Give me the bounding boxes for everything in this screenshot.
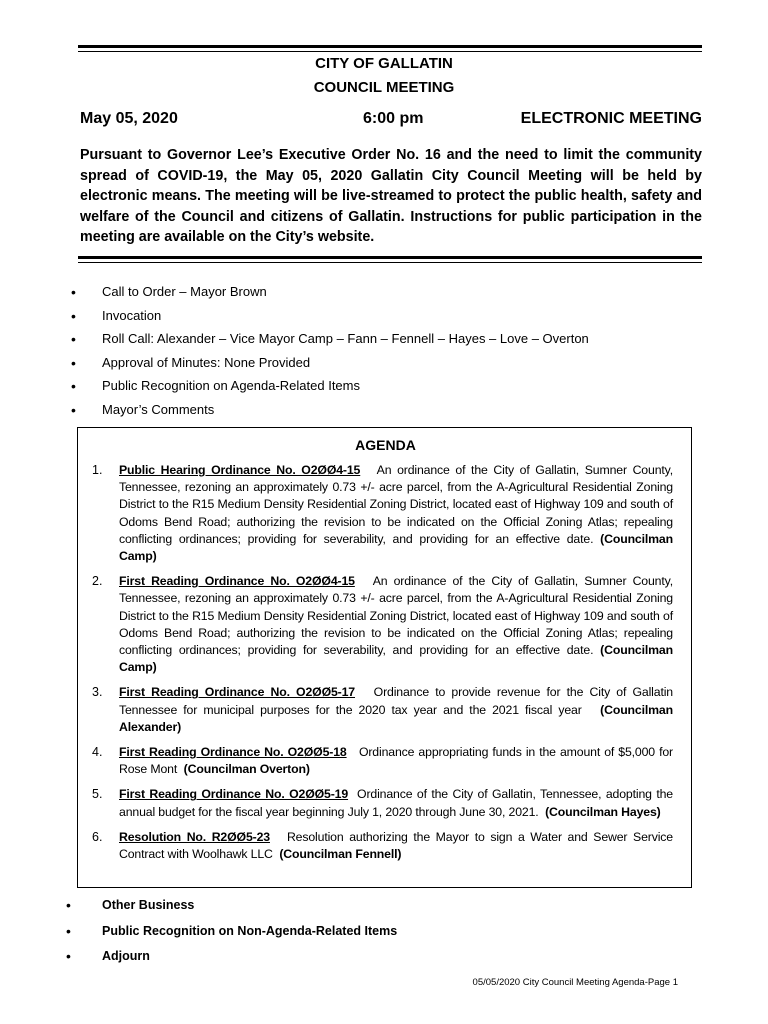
closing-items-list — [0, 897, 768, 974]
list-item — [0, 308, 768, 332]
agenda-item-body — [119, 786, 673, 820]
opening-items-list — [0, 284, 768, 426]
list-item — [0, 355, 768, 379]
list-item — [0, 948, 768, 974]
agenda-item-body — [119, 462, 673, 565]
meeting-date: May 05, 2020 — [80, 110, 178, 127]
list-item — [0, 402, 768, 426]
agenda-item-heading: First Reading Ordinance No. O2ØØ5-19 — [119, 787, 349, 802]
list-item-text: Public Recognition on Non-Agenda-Related Items — [102, 923, 398, 938]
section-rule-thin — [78, 262, 702, 263]
agenda-item-sponsor: (Councilman Alexander) — [119, 702, 673, 734]
bullet-icon: • — [71, 284, 76, 300]
bullet-icon: • — [71, 307, 76, 324]
agenda-item-text: Ordinance to provide revenue for the City of Gallatin Tennessee for municipal purposes for the 2020 tax year and the 2021 fiscal year — [119, 685, 673, 717]
meeting-kind: ELECTRONIC MEETING — [520, 110, 702, 127]
agenda-item-sponsor: (Councilman Hayes) — [545, 804, 661, 819]
agenda-item — [78, 462, 693, 565]
agenda-item-number: 2. — [92, 574, 103, 589]
agenda-item-body — [119, 684, 673, 736]
agenda-item-sponsor: (Councilman Fennell) — [279, 847, 402, 862]
list-item-text: Approval of Minutes: None Provided — [102, 354, 311, 370]
list-item-text: Public Recognition on Agenda-Related Items — [102, 378, 360, 394]
agenda-item-number: 5. — [92, 787, 103, 802]
agenda-item-sponsor: (Councilman Overton) — [183, 762, 310, 777]
meeting-time: 6:00 pm — [363, 110, 424, 127]
list-item-text: Call to Order – Mayor Brown — [102, 284, 267, 299]
bullet-icon: • — [66, 948, 71, 964]
list-item — [0, 378, 768, 402]
agenda-item-text: Ordinance of the City of Gallatin, Tennessee, adopting the annual budget for the fiscal year beginning July 1, 2020 through June 30, 2021. — [119, 787, 673, 819]
list-item — [0, 923, 768, 949]
section-rule-thick — [78, 256, 702, 259]
agenda-item — [78, 744, 693, 778]
agenda-item-text: Ordinance appropriating funds in the amount of $5,000 for Rose Mont — [119, 745, 673, 777]
agenda-item-number: 6. — [92, 829, 103, 844]
agenda-item-heading: First Reading Ordinance No. O2ØØ4-15 — [119, 574, 355, 589]
meeting-title: COUNCIL MEETING — [313, 79, 455, 96]
agenda-item-heading: Resolution No. R2ØØ5-23 — [119, 829, 270, 844]
list-item — [0, 897, 768, 923]
agenda-item-body — [119, 829, 673, 863]
agenda-title: AGENDA — [355, 437, 416, 453]
agenda-item-heading: First Reading Ordinance No. O2ØØ5-18 — [119, 745, 347, 760]
list-item-text: Other Business — [102, 898, 195, 912]
bullet-icon: • — [71, 331, 76, 348]
agenda-item-text: An ordinance of the City of Gallatin, Sumner County, Tennessee, rezoning an approximately 0.73 +/- acre parcel, from the A-Agricultural Residential Zoning District to the R15 Medium Density Residential Zoning District, located east of Highway 109 and south of Odoms Bend Road; authorizing the revision to be indicated on the Official Zoning Atlas; repealing conflicting ordinances; providing for severability, and providing for an effective date. — [119, 463, 673, 546]
agenda-item-text: An ordinance of the City of Gallatin, Sumner County, Tennessee, rezoning an approximately 0.73 +/- acre parcel, from the A-Agricultural Residential Zoning District to the R15 Medium Density Residential Zoning District, located east of Highway 109 and south of Odoms Bend Road; authorizing the revision to be indicated on the Official Zoning Atlas; repealing conflicting ordinances; providing for severability, and providing for an effective date. — [119, 574, 673, 658]
executive-order-notice: Pursuant to Governor Lee’s Executive Order No. 16 and the need to limit the community spread of COVID-19, the May 05, 2020 Gallatin City Council Meeting will be held by electronic means. The meeting will be live-streamed to protect the public health, safety and welfare of the Council and citizens of Gallatin. Instructions for public participation in the meeting are available on the City’s website. — [80, 147, 702, 245]
agenda-item-body — [119, 573, 673, 676]
list-item-text: Mayor’s Comments — [102, 401, 215, 417]
agenda-item-sponsor: (Councilman Camp) — [119, 643, 673, 675]
agenda-item-body — [119, 744, 673, 778]
agenda-item-number: 4. — [92, 745, 103, 760]
agenda-item-number: 3. — [92, 685, 103, 700]
agenda-item — [78, 684, 693, 736]
agenda-box — [77, 427, 692, 888]
page-footer: 05/05/2020 City Council Meeting Agenda-Page 1 — [472, 977, 678, 988]
bullet-icon: • — [71, 401, 76, 418]
top-rule-thin — [78, 51, 702, 52]
agenda-item-heading: First Reading Ordinance No. O2ØØ5-17 — [119, 685, 355, 700]
list-item-text: Invocation — [102, 307, 162, 323]
agenda-item — [78, 573, 693, 676]
agenda-item-heading: Public Hearing Ordinance No. O2ØØ4-15 — [119, 463, 361, 477]
agenda-item — [78, 829, 693, 863]
agenda-item-number: 1. — [92, 463, 103, 477]
list-item-text: Roll Call: Alexander – Vice Mayor Camp – Fann – Fennell – Hayes – Love – Overton — [102, 331, 589, 347]
top-rule-thick — [78, 45, 702, 48]
agenda-item — [78, 786, 693, 820]
list-item-text: Adjourn — [102, 949, 150, 963]
agenda-item-sponsor: (Councilman Camp) — [119, 531, 673, 564]
agenda-items-list — [78, 462, 693, 871]
agenda-item-text: Resolution authorizing the Mayor to sign a Water and Sewer Service Contract with Woolhawk LLC — [119, 829, 673, 862]
bullet-icon: • — [66, 897, 71, 913]
bullet-icon: • — [71, 378, 76, 395]
list-item — [0, 284, 768, 308]
bullet-icon: • — [66, 922, 71, 939]
city-title: CITY OF GALLATIN — [315, 55, 453, 72]
list-item — [0, 331, 768, 355]
bullet-icon: • — [71, 354, 76, 371]
